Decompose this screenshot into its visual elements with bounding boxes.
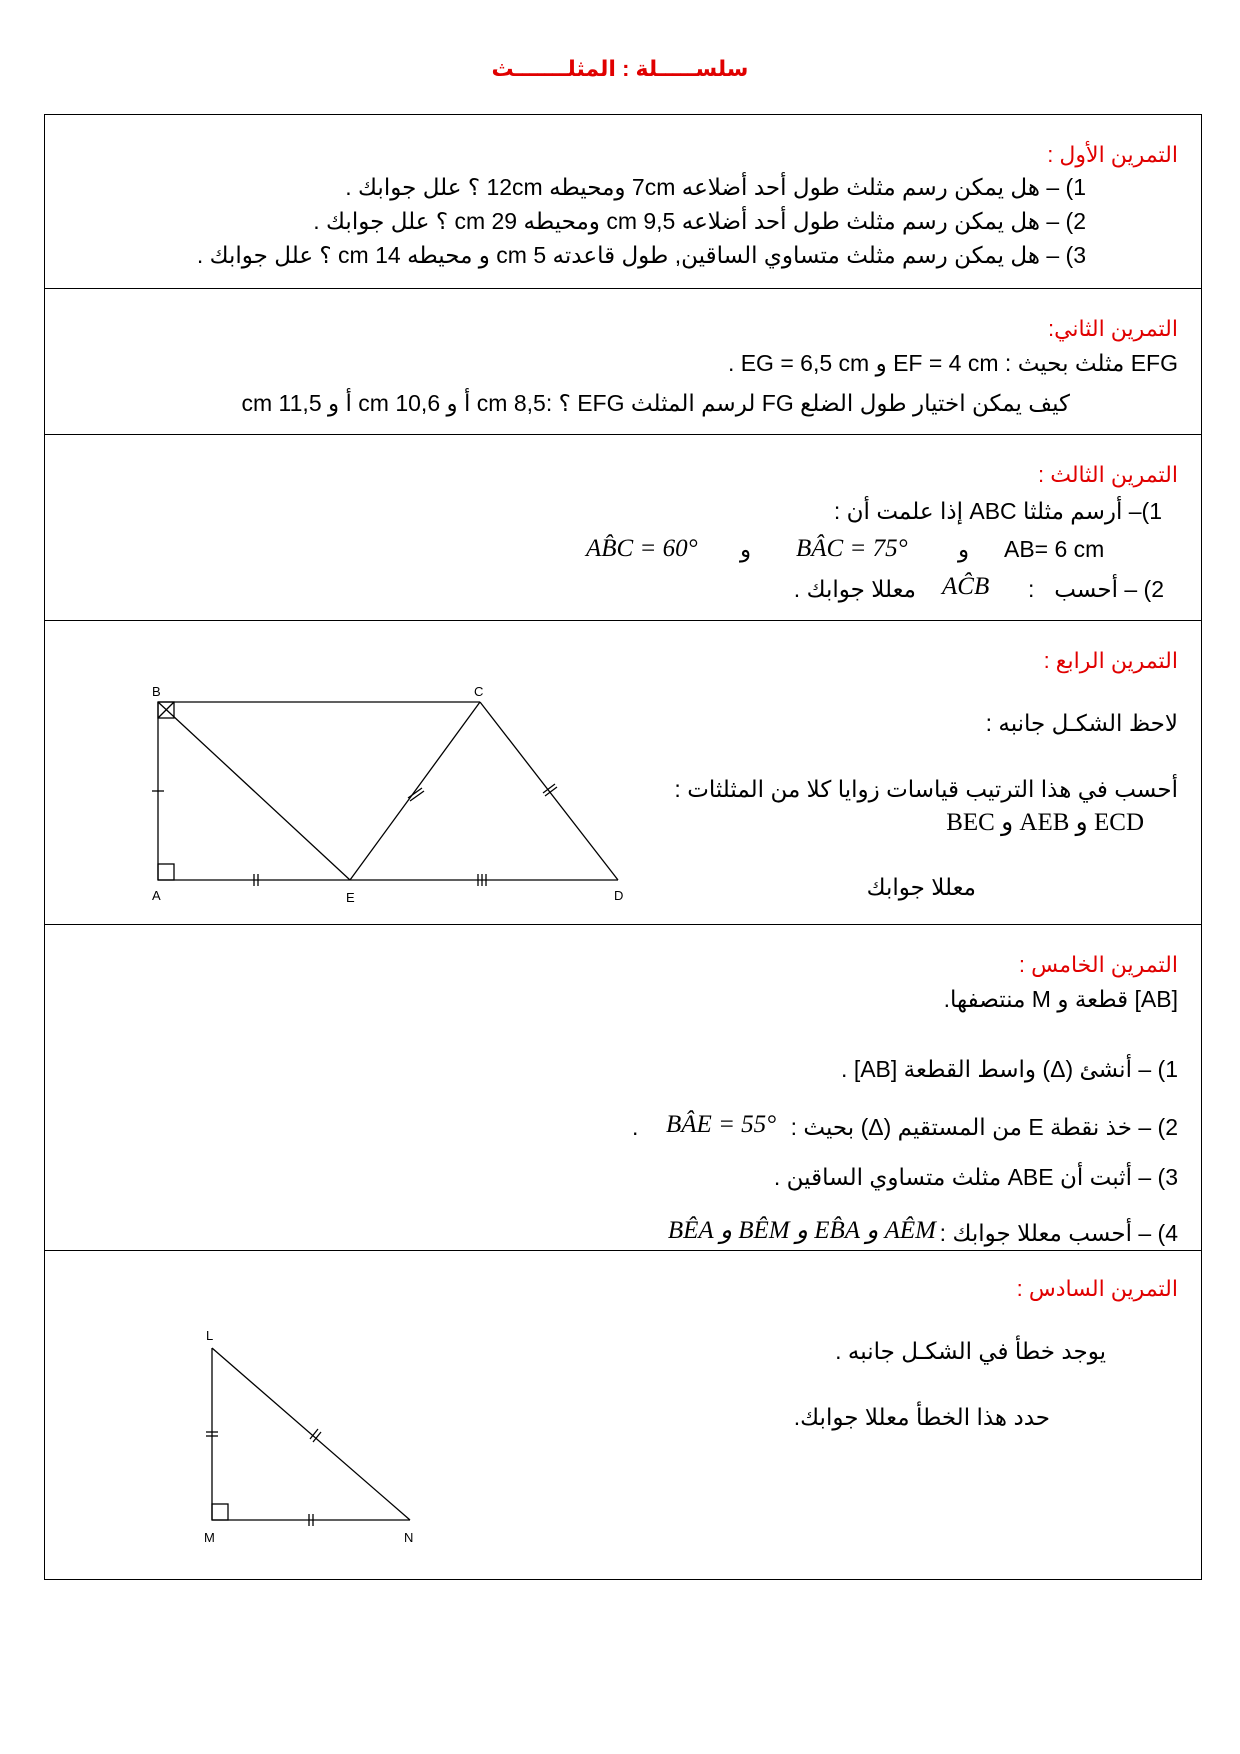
label-d: D <box>614 888 624 903</box>
label-e: E <box>346 890 355 905</box>
exercise-4-header: التمرين الرابع : <box>1043 648 1178 673</box>
label-n: N <box>404 1530 414 1545</box>
separator-3 <box>44 620 1202 621</box>
exercise-3-condition-abc: AB̂C = 60° <box>586 535 698 562</box>
exercise-6-header: التمرين السادس : <box>1016 1276 1178 1301</box>
exercise-2-line-2: كيف يمكن اختيار طول الضلع FG لرسم المثلث EFG ؟ :8,5 cm أ و 10,6 cm أ و 11,5 cm <box>241 390 1070 416</box>
exercise-3-and-2: و <box>740 536 752 562</box>
exercise-1-question-1: 1) – هل يمكن رسم مثلث طول أحد أضلاعه 7cm ومحيطه 12cm ؟ علل جوابك . <box>345 174 1086 200</box>
exercise-1-header: التمرين الأول : <box>1047 142 1178 167</box>
separator-2 <box>44 434 1202 435</box>
exercise-3-header: التمرين الثالث : <box>1038 462 1178 487</box>
exercise-4-line-2: أحسب في هذا الترتيب قياسات زوايا كلا من المثلثات : <box>674 776 1178 802</box>
right-angle-m <box>212 1504 228 1520</box>
exercise-3-question-2-start: 2) – أحسب <box>1054 576 1164 602</box>
exercise-5-question-2: 2) – خذ نقطة E من المستقيم (Δ) بحيث : <box>790 1114 1178 1140</box>
exercise-6-line-2: حدد هذا الخطأ معللا جوابك. <box>793 1404 1050 1430</box>
exercise-5-intro: [AB] قطعة و M منتصفها. <box>943 986 1178 1012</box>
segment-ec <box>350 702 480 880</box>
exercise-5-question-1: 1) – أنشئ (Δ) واسط القطعة [AB] . <box>841 1056 1178 1082</box>
exercise-3-condition-bac: BÂC = 75° <box>796 535 908 562</box>
segment-ln <box>212 1348 410 1520</box>
exercise-1-question-2: 2) – هل يمكن رسم مثلث طول أحد أضلاعه 9,5 cm ومحيطه 29 cm ؟ علل جوابك . <box>313 208 1086 234</box>
exercise-3-question-1: 1)– أرسم مثلثا ABC إذا علمت أن : <box>833 498 1162 524</box>
right-angle-a <box>158 864 174 880</box>
exercise-4-triangles: ECD و AEB و BEC <box>946 809 1144 836</box>
tick-ec <box>408 788 422 798</box>
page-title: سلســـــلة : المثلـــــــث <box>491 56 749 81</box>
exercise-4-line-4: معللا جوابك <box>866 874 976 900</box>
exercise-3-question-2-angle: AĈB <box>942 573 990 600</box>
separator-1 <box>44 288 1202 289</box>
exercise-4-line-1: لاحظ الشكـل جانبه : <box>985 710 1178 736</box>
exercise-3-question-2-colon: : <box>1028 576 1035 602</box>
label-c: C <box>474 684 484 699</box>
exercise-6-line-1: يوجد خطأ في الشكـل جانبه . <box>835 1338 1106 1364</box>
exercise-5-question-4-angles: AÊM و EB̂A و BÊM و BÊA <box>667 1217 936 1244</box>
exercise-5-question-3: 3) – أثبت أن ABE مثلث متساوي الساقين . <box>773 1164 1178 1190</box>
exercise-1-question-3: 3) – هل يمكن رسم مثلث متساوي الساقين, طول قاعدته 5 cm و محيطه 14 cm ؟ علل جوابك . <box>196 242 1086 268</box>
exercise-2-header: التمرين الثاني: <box>1047 316 1178 341</box>
exercise-5-question-4: 4) – أحسب معللا جوابك : <box>939 1220 1178 1246</box>
exercise-5-question-2-angle: BÂE = 55° <box>666 1111 777 1138</box>
segment-cd <box>480 702 618 880</box>
exercise-6-figure <box>190 1318 450 1558</box>
exercise-4-figure <box>140 680 660 930</box>
label-a: A <box>152 888 161 903</box>
label-l: L <box>206 1328 214 1343</box>
exercise-2-line-1: EFG مثلث بحيث : EF = 4 cm و EG = 6,5 cm . <box>727 350 1178 376</box>
exercise-3-question-2-end: معللا جوابك . <box>793 576 916 602</box>
exercise-3-condition-ab: AB= 6 cm <box>1004 536 1105 562</box>
label-m: M <box>204 1530 215 1545</box>
label-b: B <box>152 684 161 699</box>
exercise-5-header: التمرين الخامس : <box>1018 952 1178 977</box>
exercise-5-question-2-end: . <box>632 1114 639 1140</box>
exercise-3-and-1: و <box>958 536 970 562</box>
segment-be <box>158 702 350 880</box>
separator-5 <box>44 1250 1202 1251</box>
